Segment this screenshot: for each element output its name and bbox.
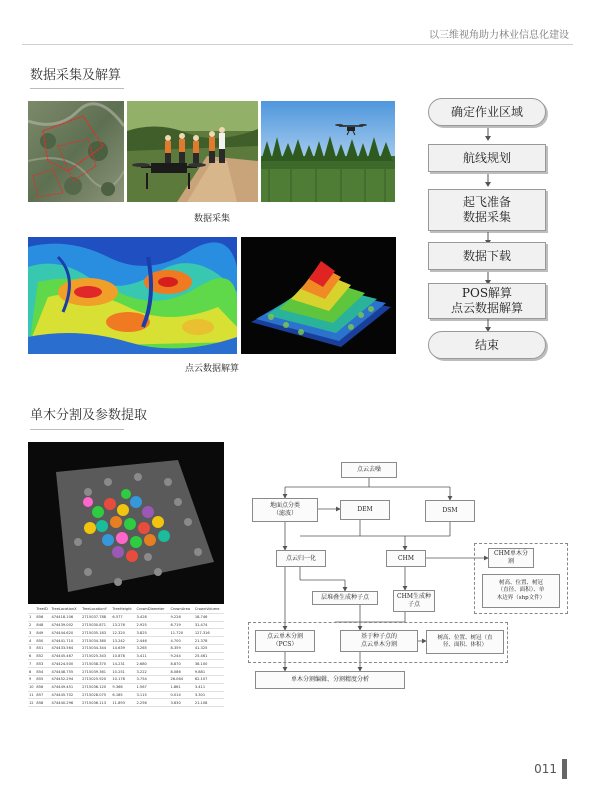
table-cell: 2715036.113 (81, 699, 111, 707)
table-cell: 850 (35, 637, 50, 645)
table-cell: 2715034.344 (81, 644, 111, 652)
table-cell: 13.242 (111, 637, 135, 645)
table-cell: 856 (35, 613, 50, 621)
table-cell: 4 (28, 637, 35, 645)
table-cell: 2715035.183 (81, 629, 111, 637)
table-header-cell: TreeLocationX (50, 606, 81, 613)
table-cell: 26.064 (169, 676, 193, 684)
table-cell: 2.446 (136, 637, 170, 645)
flow-step-takeoff-collection: 起飞准备 数据采集 (428, 189, 546, 231)
table-cell: 2715038.370 (81, 660, 111, 668)
table-cell: 5 (28, 644, 35, 652)
table-cell: 3.411 (194, 683, 224, 691)
table-cell: 8 (28, 668, 35, 676)
table-cell: 8.359 (169, 644, 193, 652)
table-cell: 41.325 (194, 644, 224, 652)
table-cell: 9.366 (111, 683, 135, 691)
table-cell: 474452.294 (50, 676, 81, 684)
table-cell: 3.411 (136, 652, 170, 660)
table-cell: 1.861 (169, 683, 193, 691)
node-segmentation-edit: 单木分割编辑、分割精度分析 (255, 671, 405, 689)
page-accent-bar (562, 759, 567, 779)
table-cell: 855 (35, 676, 50, 684)
flow-step-define-area: 确定作业区域 (428, 98, 546, 126)
table-cell: 2715034.380 (81, 637, 111, 645)
table-cell: 38.100 (194, 660, 224, 668)
node-chm-attributes: 树高、位置、树冠 （直径、面积）、单 木边界（shp文件） (482, 574, 560, 608)
flow-step-route-planning: 航线规划 (428, 144, 546, 172)
table-cell: 848 (35, 621, 50, 629)
table-cell: 10.251 (111, 668, 135, 676)
table-cell: 12.320 (111, 629, 135, 637)
table-cell: 3.630 (169, 699, 193, 707)
table-cell: 3.428 (136, 613, 170, 621)
node-tree-attributes: 树高、位置、树冠（直 径、面积、体积） (426, 630, 504, 654)
table-cell: 11.893 (111, 699, 135, 707)
table-cell: 852 (35, 652, 50, 660)
table-cell: 2 (28, 621, 35, 629)
table-cell: 2715036.120 (81, 683, 111, 691)
table-cell: 3.825 (136, 629, 170, 637)
table-cell: 25.461 (194, 652, 224, 660)
table-cell: 3.222 (136, 668, 170, 676)
table-cell: 474445.702 (50, 691, 81, 699)
node-chm-seed: CHM生成种 子点 (393, 590, 435, 612)
node-point-cloud-denoise: 点云去噪 (341, 462, 397, 478)
table-cell: 474439.002 (50, 621, 81, 629)
table-cell: 21.108 (194, 699, 224, 707)
table-header-cell: TreeHeight (111, 606, 135, 613)
table-cell: 474449.451 (50, 683, 81, 691)
table-cell: 853 (35, 660, 50, 668)
section-title-tree-segmentation: 单木分割及参数提取 (30, 408, 148, 423)
table-cell: 7 (28, 660, 35, 668)
table-cell: 2.925 (136, 621, 170, 629)
table-cell: 2715039.361 (81, 668, 111, 676)
page-number: 011 (534, 762, 557, 776)
table-cell: 9 (28, 676, 35, 684)
table-cell: 1 (28, 613, 35, 621)
table-cell: 4.700 (169, 637, 193, 645)
node-point-cloud-normalize: 点云归一化 (276, 550, 326, 567)
table-header-cell: TreeLocationY (81, 606, 111, 613)
table-header-cell: CrownArea (169, 606, 193, 613)
table-cell: 474433.564 (50, 644, 81, 652)
table-cell: 21.378 (194, 637, 224, 645)
node-chm: CHM (386, 550, 426, 567)
table-cell: 2.256 (136, 699, 170, 707)
table-cell: 8.870 (169, 660, 193, 668)
table-cell: 856 (35, 683, 50, 691)
table-cell: 11.720 (169, 629, 193, 637)
table-cell: 18.746 (194, 613, 224, 621)
table-cell: 2.680 (136, 660, 170, 668)
table-cell: 12 (29, 700, 34, 705)
table-cell: 10 (29, 685, 34, 690)
flow-step-end: 结束 (428, 331, 546, 359)
table-cell: 474441.710 (50, 637, 81, 645)
table-cell: 3 (28, 629, 35, 637)
table-cell: 6.185 (111, 691, 135, 699)
table-cell: 62.107 (194, 676, 224, 684)
table-cell: 127.316 (194, 629, 224, 637)
table-cell: 3.115 (136, 691, 170, 699)
node-pcs-segmentation: 点云单木分割 （PCS） (255, 630, 315, 652)
running-header: 以三维视角助力林业信息化建设 (429, 30, 569, 41)
table-cell: 6.577 (111, 613, 135, 621)
table-cell: 474418.106 (50, 613, 81, 621)
table-cell: 3.301 (194, 691, 224, 699)
table-cell: 14.639 (111, 644, 135, 652)
table-cell: 6 (28, 652, 35, 660)
table-cell: 2715030.871 (81, 621, 111, 629)
table-cell: 10.178 (111, 676, 135, 684)
table-cell: 1.567 (136, 683, 170, 691)
table-cell: 31.474 (194, 621, 224, 629)
table-cell: 474440.296 (50, 699, 81, 707)
table-cell: 9.881 (194, 668, 224, 676)
table-cell: 6.719 (169, 621, 193, 629)
table-cell: 858 (35, 699, 50, 707)
table-cell: 857 (35, 691, 50, 699)
table-cell: 2715037.788 (81, 613, 111, 621)
table-cell: 2715028.075 (81, 691, 111, 699)
table-cell: 11 (29, 692, 34, 697)
caption-data-collection: 数据采集 (193, 214, 230, 224)
node-layer-stack-seed: 层堆叠生成种子点 (312, 591, 378, 605)
table-cell: 13.276 (111, 621, 135, 629)
table-cell: 854 (35, 668, 50, 676)
table-cell: 8.086 (169, 668, 193, 676)
table-cell: 474444.620 (50, 629, 81, 637)
section-title-data-collection: 数据采集及解算 (30, 68, 122, 83)
flow-step-data-download: 数据下载 (428, 242, 546, 270)
table-header-cell: TreeID (35, 606, 50, 613)
node-dsm: DSM (425, 500, 475, 522)
table-header-cell: CrownDiameter (136, 606, 170, 613)
table-cell: 9.226 (169, 613, 193, 621)
table-cell: 3.265 (136, 644, 170, 652)
table-cell: 14.231 (111, 660, 135, 668)
table-cell: 851 (35, 644, 50, 652)
table-cell: 849 (35, 629, 50, 637)
node-dem: DEM (340, 500, 390, 520)
table-cell: 2715025.920 (81, 676, 111, 684)
table-header-cell: CrownVolume (194, 606, 224, 613)
table-cell: 2715025.343 (81, 652, 111, 660)
table-cell: 0.014 (169, 691, 193, 699)
table-cell: 474448.755 (50, 668, 81, 676)
node-chm-segmentation: CHM单木分 割 (488, 548, 534, 568)
node-ground-classification: 地面点分类 （滤波） (252, 498, 318, 522)
table-cell: 3.754 (136, 676, 170, 684)
table-cell: 10.878 (111, 652, 135, 660)
caption-point-cloud-compute: 点云数据解算 (184, 364, 239, 374)
table-cell: 474424.500 (50, 660, 81, 668)
flow-step-pos-compute: POS解算 点云数据解算 (428, 283, 546, 319)
table-cell: 9.244 (169, 652, 193, 660)
node-seed-based-segmentation: 基于种子点的 点云单木分割 (340, 630, 418, 652)
table-cell: 474445.467 (50, 652, 81, 660)
